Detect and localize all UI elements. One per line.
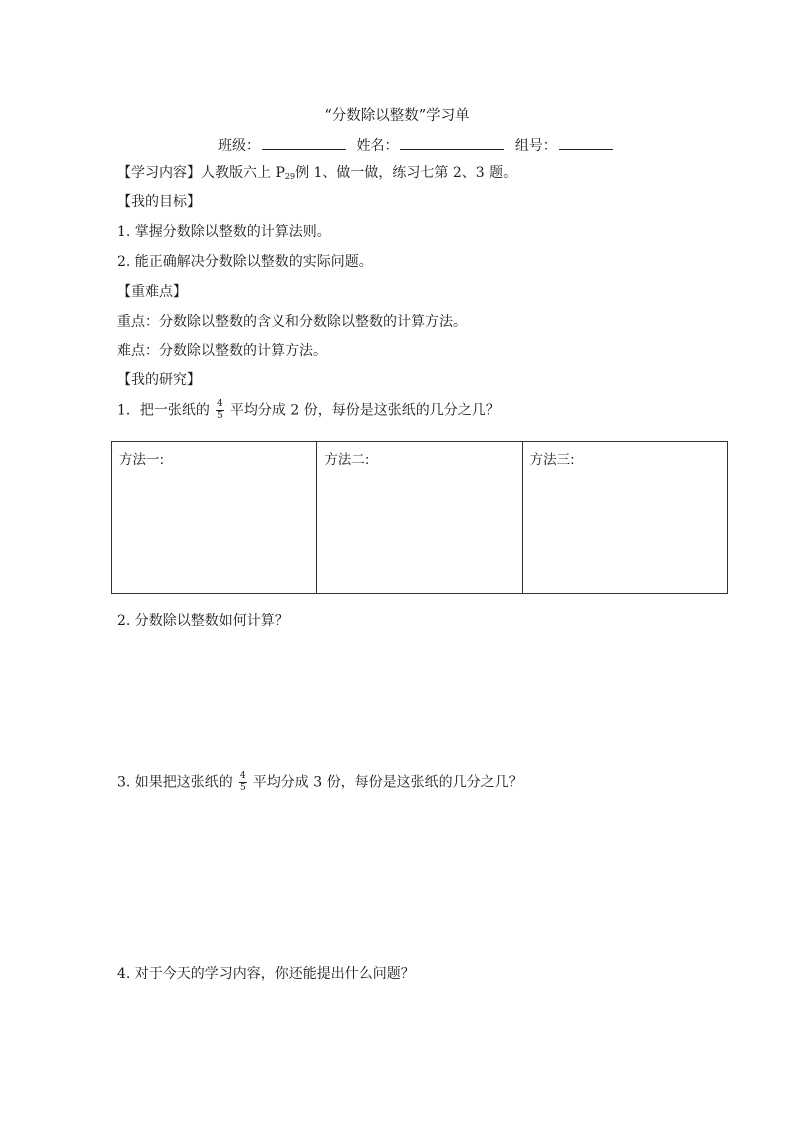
question-2: 2. 分数除以整数如何计算？ [117, 613, 289, 629]
fraction-denominator: 5 [217, 411, 223, 421]
fraction-numerator: 4 [239, 771, 246, 781]
learning-content-label: 【学习内容】 [117, 165, 201, 181]
learning-content-line [117, 163, 517, 187]
page-number-subscript: 29 [284, 172, 296, 181]
fraction-numerator: 4 [217, 399, 223, 409]
learning-content-text-end: 例 1、做一做，练习七第 2、3 题。 [295, 165, 518, 181]
fraction-four-fifths [216, 400, 224, 421]
class-blank[interactable] [262, 134, 346, 150]
name-label: 姓名： [356, 138, 399, 154]
question-3-prefix: 3. 如果把这张纸的 [117, 774, 233, 791]
method-cell[interactable] [112, 442, 317, 594]
question-3-suffix: 平均分成 3 份，每份是这张纸的几分之几？ [252, 774, 523, 791]
difficult-point-text: 难点：分数除以整数的计算方法。 [117, 343, 327, 359]
question-1 [117, 400, 500, 421]
name-blank[interactable] [400, 134, 504, 150]
research-heading: 【我的研究】 [117, 372, 201, 388]
key-points-heading: 【重难点】 [117, 284, 187, 300]
fraction-denominator: 5 [239, 783, 246, 793]
method-label: 方法二: [324, 452, 370, 468]
key-point-text: 重点：分数除以整数的含义和分数除以整数的计算方法。 [117, 314, 467, 330]
question-3 [117, 772, 523, 793]
fraction-four-fifths [239, 772, 247, 793]
question-1-prefix: 1．把一张纸的 [117, 402, 210, 419]
method-label: 方法一: [119, 452, 165, 468]
goal-item: 1. 掌握分数除以整数的计算法则。 [117, 224, 331, 240]
method-cell[interactable] [522, 442, 727, 594]
class-label: 班级： [218, 138, 260, 154]
group-label: 组号： [514, 138, 557, 154]
question-4: 4. 对于今天的学习内容，你还能提出什么问题？ [117, 966, 415, 982]
page-title: “分数除以整数”学习单 [324, 108, 470, 124]
group-blank[interactable] [559, 134, 613, 150]
method-label: 方法三: [529, 452, 575, 468]
goals-heading: 【我的目标】 [117, 194, 201, 210]
student-info-line [218, 134, 619, 156]
goal-item: 2. 能正确解决分数除以整数的实际问题。 [117, 254, 373, 270]
methods-table [111, 441, 728, 594]
learning-content-text: 人教版六上 P [201, 165, 285, 181]
question-1-suffix: 平均分成 2 份，每份是这张纸的几分之几？ [229, 402, 500, 419]
method-cell[interactable] [317, 442, 522, 594]
